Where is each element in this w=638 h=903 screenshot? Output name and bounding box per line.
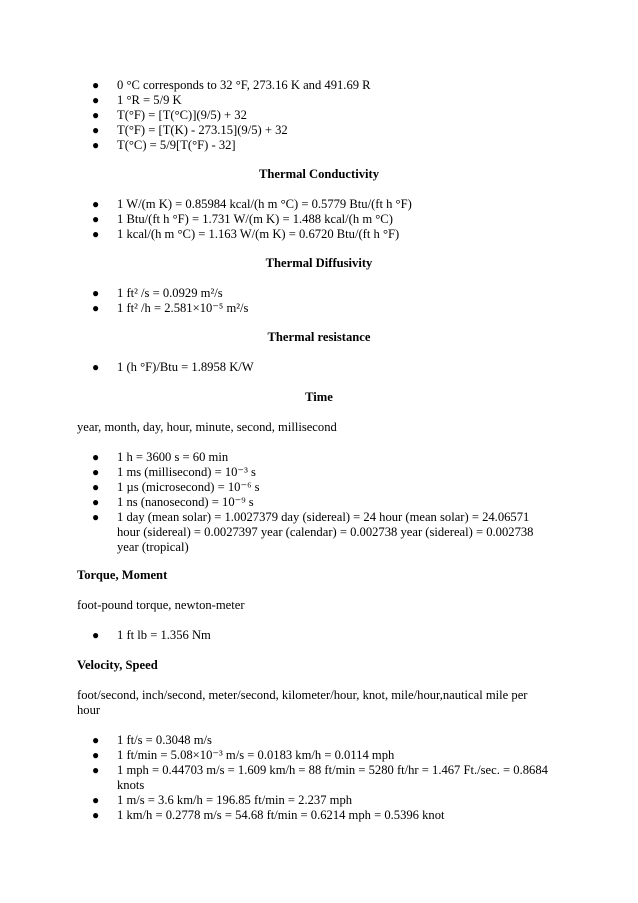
velocity-intro-line1: foot/second, inch/second, meter/second, kilometer/hour, knot, mile/hour,nautical mile per bbox=[77, 688, 528, 702]
velocity-intro-line2: hour bbox=[77, 703, 101, 717]
bullet-icon: ● bbox=[92, 480, 100, 494]
list-item: ● 1 ft² /h = 2.581×10⁻⁵ m²/s bbox=[92, 301, 249, 315]
thermal-conductivity-list bbox=[0, 197, 638, 242]
bullet-icon: ● bbox=[92, 286, 100, 300]
bullet-icon: ● bbox=[92, 763, 100, 777]
bullet-icon: ● bbox=[92, 793, 100, 807]
section-title-thermal-resistance: Thermal resistance bbox=[267, 330, 371, 344]
list-item: ● 1 kcal/(h m °C) = 1.163 W/(m K) = 0.6720 Btu/(ft h °F) bbox=[92, 227, 400, 241]
list-item: ● 1 ft/min = 5.08×10⁻³ m/s = 0.0183 km/h = 0.0114 mph bbox=[92, 748, 395, 762]
temperature-list bbox=[0, 78, 638, 153]
section-title-velocity: Velocity, Speed bbox=[77, 658, 158, 672]
torque-intro: foot-pound torque, newton-meter bbox=[77, 598, 245, 612]
velocity-list bbox=[0, 733, 638, 823]
time-intro: year, month, day, hour, minute, second, millisecond bbox=[77, 420, 337, 434]
bullet-icon: ● bbox=[92, 465, 100, 479]
section-title-time: Time bbox=[305, 390, 333, 404]
list-item: ● T(°F) = [T(K) - 273.15](9/5) + 32 bbox=[92, 123, 288, 137]
list-item: ● 1 W/(m K) = 0.85984 kcal/(h m °C) = 0.5779 Btu/(ft h °F) bbox=[92, 197, 412, 211]
bullet-icon: ● bbox=[92, 301, 100, 315]
bullet-icon: ● bbox=[92, 808, 100, 822]
bullet-icon: ● bbox=[92, 212, 100, 226]
list-item: ● 1 °R = 5/9 K bbox=[92, 93, 182, 107]
list-item: ● 1 m/s = 3.6 km/h = 196.85 ft/min = 2.237 mph bbox=[92, 793, 353, 807]
bullet-icon: ● bbox=[92, 360, 100, 374]
bullet-icon: ● bbox=[92, 510, 100, 524]
bullet-icon: ● bbox=[92, 197, 100, 211]
section-title-thermal-conductivity: Thermal Conductivity bbox=[259, 167, 379, 181]
list-item: ● 1 ms (millisecond) = 10⁻³ s bbox=[92, 465, 256, 479]
list-item: ● 1 ft lb = 1.356 Nm bbox=[92, 628, 211, 642]
thermal-resistance-list bbox=[0, 360, 638, 375]
list-item: ● 1 km/h = 0.2778 m/s = 54.68 ft/min = 0.6214 mph = 0.5396 knot bbox=[92, 808, 445, 822]
bullet-icon: ● bbox=[92, 628, 100, 642]
section-title-torque: Torque, Moment bbox=[77, 568, 168, 582]
thermal-diffusivity-list bbox=[0, 286, 638, 316]
list-item: ● 1 Btu/(ft h °F) = 1.731 W/(m K) = 1.488 kcal/(h m °C) bbox=[92, 212, 393, 226]
list-item: ● 1 ns (nanosecond) = 10⁻⁹ s bbox=[92, 495, 254, 509]
bullet-icon: ● bbox=[92, 78, 100, 92]
bullet-icon: ● bbox=[92, 450, 100, 464]
list-item: ● 1 h = 3600 s = 60 min bbox=[92, 450, 229, 464]
bullet-icon: ● bbox=[92, 495, 100, 509]
bullet-icon: ● bbox=[92, 138, 100, 152]
list-item: ● 1 (h °F)/Btu = 1.8958 K/W bbox=[92, 360, 254, 374]
bullet-icon: ● bbox=[92, 733, 100, 747]
torque-list bbox=[0, 628, 638, 643]
list-item: ● 0 °C corresponds to 32 °F, 273.16 K and 491.69 R bbox=[92, 78, 371, 92]
bullet-icon: ● bbox=[92, 748, 100, 762]
list-item: ● T(°C) = 5/9[T(°F) - 32] bbox=[92, 138, 236, 152]
list-item: ● 1 mph = 0.44703 m/s = 1.609 km/h = 88 ft/min = 5280 ft/hr = 1.467 Ft./sec. = 0.8684 knots bbox=[92, 763, 548, 792]
time-list bbox=[0, 450, 638, 555]
list-item: ● 1 ft² /s = 0.0929 m²/s bbox=[92, 286, 223, 300]
bullet-icon: ● bbox=[92, 227, 100, 241]
list-item: ● T(°F) = [T(°C)](9/5) + 32 bbox=[92, 108, 247, 122]
list-item: ● 1 µs (microsecond) = 10⁻⁶ s bbox=[92, 480, 260, 494]
list-item: ● 1 day (mean solar) = 1.0027379 day (sidereal) = 24 hour (mean solar) = 24.06571 hour (sidereal) = 0.0027397 year (calendar) = 0.002738 year (sidereal) = 0.002738 year (tropical) bbox=[92, 510, 534, 554]
bullet-icon: ● bbox=[92, 108, 100, 122]
list-item: ● 1 ft/s = 0.3048 m/s bbox=[92, 733, 212, 747]
bullet-icon: ● bbox=[92, 123, 100, 137]
section-title-thermal-diffusivity: Thermal Diffusivity bbox=[265, 256, 373, 270]
bullet-icon: ● bbox=[92, 93, 100, 107]
